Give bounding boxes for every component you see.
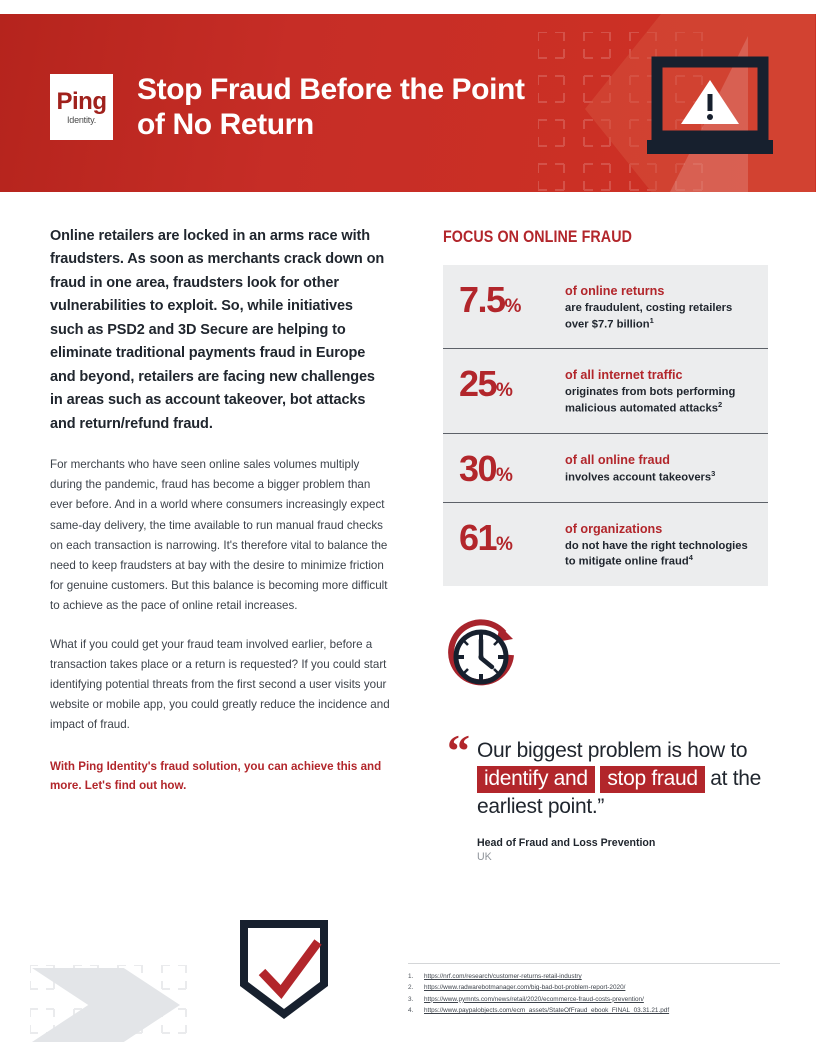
percent-symbol: % <box>496 380 513 402</box>
footnote-index: 4. <box>408 1007 414 1015</box>
footnote-item <box>408 971 780 982</box>
stat-number <box>459 516 563 558</box>
stat-headline: of online returns <box>565 284 665 298</box>
stat-number <box>459 363 563 405</box>
footnote-index: 1. <box>408 973 414 980</box>
quote-highlight-1: identify and <box>477 766 595 793</box>
footnote-link[interactable]: https://www.pymnts.com/news/retail/2020/ecommerce-fraud-costs-prevention/ <box>424 995 644 1003</box>
article-left-column <box>50 225 390 796</box>
footnote-item <box>408 982 780 993</box>
percent-symbol: % <box>496 464 513 486</box>
page-header <box>0 14 816 192</box>
quote-highlight-2: stop fraud <box>600 766 704 793</box>
stat-number <box>459 447 563 489</box>
quote-text <box>443 725 768 821</box>
stat-value: 7.5 <box>459 279 505 320</box>
page-title: Stop Fraud Before the Point of No Return <box>137 73 525 142</box>
footnote-ref: 4 <box>688 553 693 563</box>
body-paragraph-1: For merchants who have seen online sales volumes multiply during the pandemic, fraud has become a bigger problem than ever before. And in a world where consumers increasingly expect same-day delivery, the time available to run manual fraud checks on each transaction is narrowing. It's therefore vital to balance the need to keep fraudsters at bay with the desire to minimize friction for genuine customers. But this balance is becoming more difficult to achieve as the pace of online retail increases. <box>50 458 388 612</box>
quote-attribution: Head of Fraud and Loss Prevention <box>477 836 656 849</box>
stat-row <box>443 502 768 586</box>
stat-headline: of all internet traffic <box>565 368 683 383</box>
ping-identity-logo <box>50 74 113 140</box>
footnote-index: 3. <box>408 995 414 1003</box>
focus-section-heading: FOCUS ON ONLINE FRAUD <box>443 227 632 246</box>
stat-row <box>443 348 768 432</box>
footnote-link[interactable]: https://www.paypalobjects.com/ecm_assets/StateOfFraud_ebook_FINAL_03.31.21.pdf <box>424 1007 670 1015</box>
stat-value: 30 <box>459 447 497 489</box>
logo-wordmark: Ping <box>56 87 107 115</box>
stats-right-column <box>443 228 768 863</box>
footnote-list <box>408 963 780 1017</box>
footnote-link[interactable]: https://www.radwarebotmanager.com/big-bad-bot-problem-report-2020/ <box>424 984 626 992</box>
quote-part-1: Our biggest problem is how to <box>477 739 748 763</box>
customer-quote <box>443 725 768 863</box>
footnote-ref: 3 <box>711 469 716 479</box>
footnote-ref: 1 <box>649 315 654 325</box>
logo-subtext: Identity. <box>66 114 97 125</box>
clock-arrow-icon <box>443 616 525 696</box>
fraud-stats-list <box>443 265 768 586</box>
footnote-ref: 2 <box>717 399 723 409</box>
stat-row <box>443 433 768 502</box>
percent-symbol: % <box>496 533 513 555</box>
stat-detail: involves account takeovers$^3$ <box>565 469 716 484</box>
footnote-item <box>408 1005 780 1016</box>
quote-mark-icon: “ <box>447 725 470 777</box>
stat-value: 61 <box>459 516 497 558</box>
quote-location: UK <box>477 850 492 863</box>
shield-check-icon <box>236 916 332 1022</box>
footnote-item <box>408 994 780 1005</box>
stat-number <box>459 279 563 320</box>
stat-detail: are fraudulent, costing retailers over $7.7 billion$^1$ <box>565 301 733 331</box>
lead-paragraph: Online retailers are locked in an arms race with fraudsters. As soon as merchants crack down on fraud in one area, fraudsters look for other vulnerabilities to exploit. So, while initiatives such as PSD2 and 3D Secure are helping to eliminate traditional payments fraud in Europe and beyond, retailers are facing new challenges in areas such as account takeover, bot attacks and return/refund fraud. <box>50 228 385 432</box>
footnote-link[interactable]: https://nrf.com/research/customer-returns-retail-industry <box>424 973 582 980</box>
stat-value: 25 <box>459 363 497 405</box>
call-to-action-text: With Ping Identity's fraud solution, you can achieve this and more. Let's find out how. <box>50 759 382 793</box>
stat-detail: originates from bots performing malicious automated attacks$^2$ <box>565 385 736 415</box>
laptop-warning-icon <box>645 56 775 166</box>
stat-detail: do not have the right technologies to mitigate online fraud$^4$ <box>565 539 748 569</box>
stat-row <box>443 265 768 348</box>
stat-headline: of organizations <box>565 521 663 536</box>
body-paragraph-2: What if you could get your fraud team involved earlier, before a transaction takes place or a return is requested? If you could start identifying potential threats from the first second a user visits your website or mobile app, you could greatly reduce the incidence and impact of fraud. <box>50 637 390 731</box>
footnote-index: 2. <box>408 984 414 992</box>
percent-symbol: % <box>504 296 521 317</box>
stat-headline: of all online fraud <box>565 452 670 467</box>
quote-part-3: at the earliest point.” <box>477 767 762 818</box>
